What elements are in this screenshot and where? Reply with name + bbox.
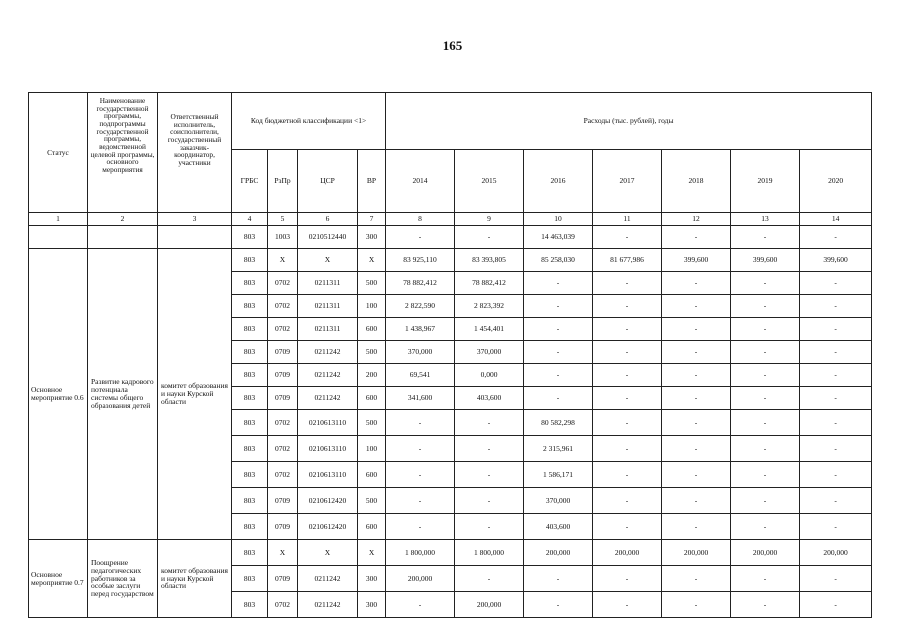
code-cell: 600 xyxy=(358,387,386,410)
code-cell: 0702 xyxy=(268,592,298,618)
column-number: 1 xyxy=(29,213,88,226)
code-cell: 300 xyxy=(358,226,386,249)
value-cell: 1 454,401 xyxy=(455,318,524,341)
value-cell: 83 925,110 xyxy=(386,249,455,272)
value-cell: - xyxy=(662,462,731,488)
table-row xyxy=(29,226,872,249)
value-cell: - xyxy=(800,364,872,387)
value-cell: - xyxy=(731,566,800,592)
code-cell: 0211242 xyxy=(298,566,358,592)
value-cell: - xyxy=(524,341,593,364)
code-cell: 100 xyxy=(358,295,386,318)
value-cell: - xyxy=(800,410,872,436)
code-cell: 803 xyxy=(232,272,268,295)
value-cell: 1 438,967 xyxy=(386,318,455,341)
header-year: 2015 xyxy=(455,150,524,213)
code-cell: 803 xyxy=(232,341,268,364)
value-cell: 78 882,412 xyxy=(455,272,524,295)
value-cell: - xyxy=(800,462,872,488)
code-cell: 803 xyxy=(232,295,268,318)
value-cell: - xyxy=(386,592,455,618)
value-cell: 69,541 xyxy=(386,364,455,387)
value-cell: - xyxy=(593,488,662,514)
value-cell: - xyxy=(800,318,872,341)
value-cell: - xyxy=(800,514,872,540)
value-cell: - xyxy=(731,272,800,295)
value-cell: 200,000 xyxy=(731,540,800,566)
column-number: 11 xyxy=(593,213,662,226)
code-cell: 803 xyxy=(232,226,268,249)
code-cell: 803 xyxy=(232,592,268,618)
code-cell: 0211311 xyxy=(298,272,358,295)
value-cell: - xyxy=(593,410,662,436)
code-cell: 200 xyxy=(358,364,386,387)
value-cell: 341,600 xyxy=(386,387,455,410)
value-cell: 403,600 xyxy=(524,514,593,540)
value-cell: - xyxy=(731,410,800,436)
value-cell: - xyxy=(455,410,524,436)
value-cell: 1 586,171 xyxy=(524,462,593,488)
page-number: 165 xyxy=(442,38,463,53)
header-year: 2016 xyxy=(524,150,593,213)
value-cell: - xyxy=(524,364,593,387)
column-number: 4 xyxy=(232,213,268,226)
value-cell: - xyxy=(524,387,593,410)
value-cell: 85 258,030 xyxy=(524,249,593,272)
value-cell: - xyxy=(455,488,524,514)
header-expenses: Расходы (тыс. рублей), годы xyxy=(386,93,872,150)
code-cell: 500 xyxy=(358,341,386,364)
responsible-cell: комитет образования и науки Курской области xyxy=(158,249,232,540)
value-cell: - xyxy=(662,295,731,318)
code-cell: 803 xyxy=(232,462,268,488)
value-cell: 200,000 xyxy=(593,540,662,566)
value-cell: - xyxy=(731,436,800,462)
header-row-top xyxy=(29,93,872,150)
value-cell: - xyxy=(386,488,455,514)
value-cell: 399,600 xyxy=(800,249,872,272)
code-cell: 0709 xyxy=(268,364,298,387)
value-cell: - xyxy=(593,462,662,488)
value-cell: 200,000 xyxy=(386,566,455,592)
table-row xyxy=(29,540,872,566)
code-cell: 803 xyxy=(232,514,268,540)
value-cell: 370,000 xyxy=(386,341,455,364)
code-cell: 0211311 xyxy=(298,295,358,318)
value-cell: 200,000 xyxy=(662,540,731,566)
code-cell: X xyxy=(268,540,298,566)
column-number: 3 xyxy=(158,213,232,226)
header-grbs: ГРБС xyxy=(232,150,268,213)
value-cell: - xyxy=(662,514,731,540)
value-cell: 370,000 xyxy=(455,341,524,364)
value-cell: - xyxy=(593,295,662,318)
value-cell: - xyxy=(731,295,800,318)
code-cell: 600 xyxy=(358,318,386,341)
code-cell: 0211311 xyxy=(298,318,358,341)
value-cell: - xyxy=(800,592,872,618)
header-vr: ВР xyxy=(358,150,386,213)
value-cell: - xyxy=(800,566,872,592)
code-cell: 0709 xyxy=(268,488,298,514)
column-number: 14 xyxy=(800,213,872,226)
value-cell: 83 393,805 xyxy=(455,249,524,272)
column-number: 8 xyxy=(386,213,455,226)
value-cell: 1 800,000 xyxy=(386,540,455,566)
value-cell: - xyxy=(593,514,662,540)
value-cell: - xyxy=(662,410,731,436)
value-cell: - xyxy=(386,226,455,249)
code-cell: 0709 xyxy=(268,566,298,592)
code-cell: 500 xyxy=(358,272,386,295)
value-cell: - xyxy=(800,226,872,249)
budget-table xyxy=(28,92,872,618)
value-cell: 81 677,986 xyxy=(593,249,662,272)
column-number: 2 xyxy=(88,213,158,226)
code-cell: 0210612420 xyxy=(298,488,358,514)
column-number-row xyxy=(29,213,872,226)
code-cell: 803 xyxy=(232,436,268,462)
value-cell: - xyxy=(455,436,524,462)
value-cell: - xyxy=(455,566,524,592)
code-cell: 300 xyxy=(358,592,386,618)
code-cell: 0210613110 xyxy=(298,436,358,462)
code-cell: 300 xyxy=(358,566,386,592)
value-cell: - xyxy=(731,387,800,410)
column-number: 5 xyxy=(268,213,298,226)
value-cell: 399,600 xyxy=(731,249,800,272)
value-cell: - xyxy=(455,226,524,249)
code-cell: 0210612420 xyxy=(298,514,358,540)
header-name: Наименование государственной программы, подпрограммы государственной программы, ведомственной целевой программы, основного мероприятия xyxy=(88,93,158,213)
code-cell: 0211242 xyxy=(298,387,358,410)
value-cell: - xyxy=(731,514,800,540)
value-cell: 200,000 xyxy=(455,592,524,618)
header-year: 2019 xyxy=(731,150,800,213)
value-cell: - xyxy=(455,514,524,540)
code-cell: 803 xyxy=(232,540,268,566)
value-cell: - xyxy=(662,488,731,514)
code-cell: 803 xyxy=(232,318,268,341)
code-cell: 803 xyxy=(232,249,268,272)
value-cell: - xyxy=(662,272,731,295)
code-cell: 0702 xyxy=(268,462,298,488)
value-cell: - xyxy=(800,341,872,364)
column-number: 6 xyxy=(298,213,358,226)
value-cell: - xyxy=(593,272,662,295)
column-number: 12 xyxy=(662,213,731,226)
value-cell: - xyxy=(800,295,872,318)
value-cell: - xyxy=(593,318,662,341)
table-row xyxy=(29,249,872,272)
header-year: 2017 xyxy=(593,150,662,213)
value-cell: 2 823,392 xyxy=(455,295,524,318)
code-cell: 0702 xyxy=(268,436,298,462)
value-cell: 403,600 xyxy=(455,387,524,410)
code-cell: 0709 xyxy=(268,514,298,540)
value-cell: - xyxy=(662,226,731,249)
value-cell: - xyxy=(731,226,800,249)
column-number: 9 xyxy=(455,213,524,226)
value-cell: - xyxy=(662,364,731,387)
value-cell: 2 315,961 xyxy=(524,436,593,462)
status-cell-empty xyxy=(29,226,88,249)
value-cell: - xyxy=(662,592,731,618)
value-cell: - xyxy=(731,592,800,618)
header-year: 2018 xyxy=(662,150,731,213)
value-cell: - xyxy=(524,295,593,318)
code-cell: 803 xyxy=(232,410,268,436)
code-cell: X xyxy=(268,249,298,272)
value-cell: - xyxy=(593,364,662,387)
value-cell: - xyxy=(455,462,524,488)
code-cell: 0211242 xyxy=(298,364,358,387)
value-cell: - xyxy=(524,318,593,341)
value-cell: - xyxy=(593,436,662,462)
code-cell: 803 xyxy=(232,488,268,514)
value-cell: 14 463,039 xyxy=(524,226,593,249)
measure-name-cell: Развитие кадрового потенциала системы общего образования детей xyxy=(88,249,158,540)
code-cell: 803 xyxy=(232,387,268,410)
status-cell: Основное мероприятие 0.6 xyxy=(29,249,88,540)
value-cell: - xyxy=(662,566,731,592)
header-budget-code: Код бюджетной классификации <1> xyxy=(232,93,386,150)
name-cell-empty xyxy=(88,226,158,249)
value-cell: - xyxy=(731,318,800,341)
value-cell: - xyxy=(800,436,872,462)
column-number: 10 xyxy=(524,213,593,226)
code-cell: 1003 xyxy=(268,226,298,249)
value-cell: - xyxy=(524,566,593,592)
value-cell: 2 822,590 xyxy=(386,295,455,318)
code-cell: 600 xyxy=(358,514,386,540)
value-cell: - xyxy=(731,488,800,514)
value-cell: - xyxy=(800,387,872,410)
code-cell: X xyxy=(298,540,358,566)
code-cell: 500 xyxy=(358,488,386,514)
code-cell: 600 xyxy=(358,462,386,488)
value-cell: - xyxy=(662,318,731,341)
column-number: 13 xyxy=(731,213,800,226)
code-cell: 0709 xyxy=(268,341,298,364)
value-cell: 80 582,298 xyxy=(524,410,593,436)
value-cell: 200,000 xyxy=(524,540,593,566)
code-cell: 0210613110 xyxy=(298,410,358,436)
value-cell: - xyxy=(800,488,872,514)
code-cell: 0709 xyxy=(268,387,298,410)
value-cell: - xyxy=(731,364,800,387)
code-cell: 500 xyxy=(358,410,386,436)
value-cell: - xyxy=(593,341,662,364)
header-year: 2014 xyxy=(386,150,455,213)
code-cell: X xyxy=(358,249,386,272)
code-cell: 0702 xyxy=(268,295,298,318)
responsible-cell: комитет образования и науки Курской области xyxy=(158,540,232,618)
value-cell: - xyxy=(593,387,662,410)
header-status: Статус xyxy=(29,93,88,213)
value-cell: - xyxy=(386,514,455,540)
value-cell: - xyxy=(386,410,455,436)
value-cell: - xyxy=(662,341,731,364)
value-cell: - xyxy=(524,592,593,618)
value-cell: - xyxy=(662,387,731,410)
value-cell: 200,000 xyxy=(800,540,872,566)
code-cell: 0210512440 xyxy=(298,226,358,249)
value-cell: - xyxy=(731,341,800,364)
responsible-cell-empty xyxy=(158,226,232,249)
value-cell: 399,600 xyxy=(662,249,731,272)
value-cell: - xyxy=(731,462,800,488)
code-cell: 0211242 xyxy=(298,592,358,618)
header-rzpr: РзПр xyxy=(268,150,298,213)
value-cell: - xyxy=(524,272,593,295)
value-cell: - xyxy=(593,226,662,249)
status-cell: Основное мероприятие 0.7 xyxy=(29,540,88,618)
code-cell: 803 xyxy=(232,566,268,592)
code-cell: 803 xyxy=(232,364,268,387)
column-number: 7 xyxy=(358,213,386,226)
value-cell: 78 882,412 xyxy=(386,272,455,295)
header-year: 2020 xyxy=(800,150,872,213)
code-cell: 0210613110 xyxy=(298,462,358,488)
value-cell: - xyxy=(593,592,662,618)
code-cell: X xyxy=(298,249,358,272)
value-cell: - xyxy=(662,436,731,462)
value-cell: - xyxy=(593,566,662,592)
value-cell: - xyxy=(386,462,455,488)
header-csr: ЦСР xyxy=(298,150,358,213)
value-cell: 370,000 xyxy=(524,488,593,514)
value-cell: 1 800,000 xyxy=(455,540,524,566)
value-cell: - xyxy=(386,436,455,462)
header-responsible: Ответственный исполнитель, соисполнители, государственный заказчик-координатор, участники xyxy=(158,93,232,213)
code-cell: 0702 xyxy=(268,410,298,436)
code-cell: X xyxy=(358,540,386,566)
code-cell: 0702 xyxy=(268,318,298,341)
code-cell: 100 xyxy=(358,436,386,462)
code-cell: 0702 xyxy=(268,272,298,295)
measure-name-cell: Поощрение педагогических работников за особые заслуги перед государством xyxy=(88,540,158,618)
value-cell: 0,000 xyxy=(455,364,524,387)
value-cell: - xyxy=(800,272,872,295)
code-cell: 0211242 xyxy=(298,341,358,364)
